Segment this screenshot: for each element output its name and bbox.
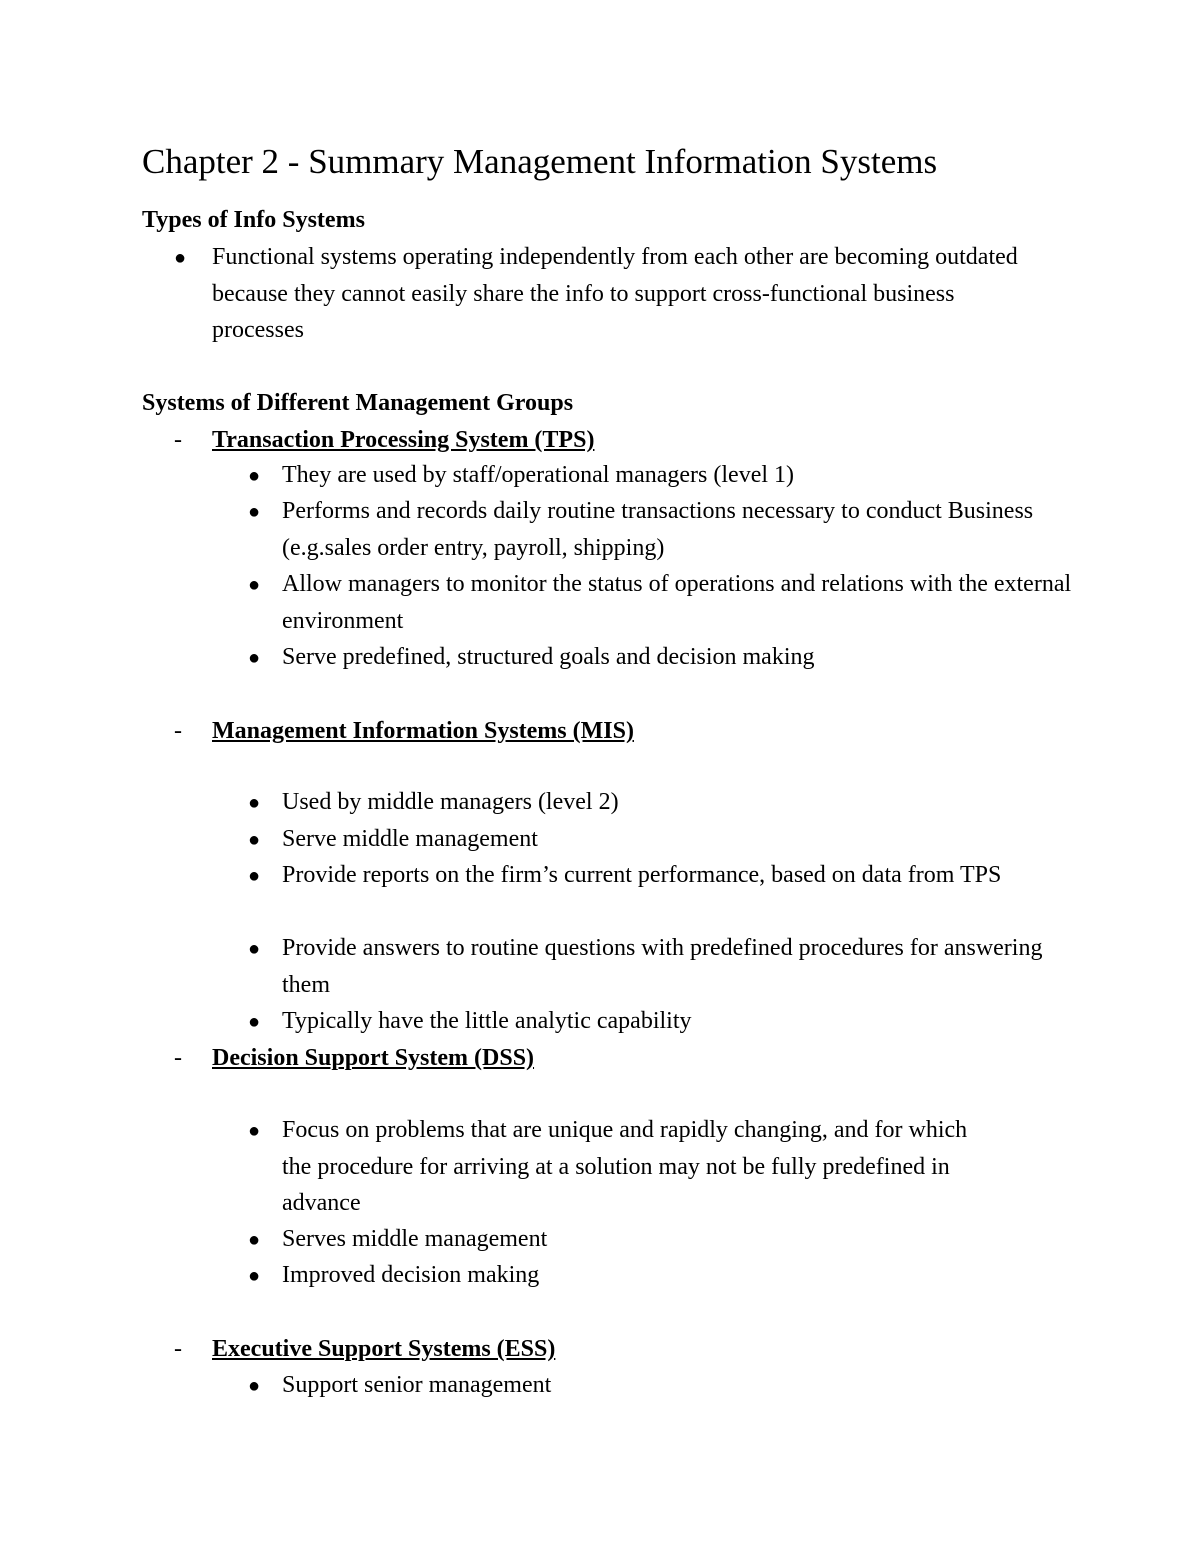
bullet-icon: ●: [248, 647, 261, 669]
list-item: They are used by staff/operational managers (level 1): [282, 462, 795, 488]
list-item: Provide reports on the firm’s current performance, based on data from TPS: [282, 862, 1002, 888]
list-item: Serve predefined, structured goals and decision making: [282, 644, 815, 670]
list-item: Typically have the little analytic capability: [282, 1008, 692, 1034]
bullet-icon: ●: [248, 865, 261, 887]
bullet-icon: ●: [248, 1011, 261, 1033]
bullet-icon: ●: [248, 1265, 261, 1287]
list-item: Performs and records daily routine transactions necessary to conduct Business (e.g.sales order entry, payroll, shipping): [282, 498, 1034, 561]
list-item: Support senior management: [282, 1372, 552, 1398]
list-item: Used by middle managers (level 2): [282, 789, 619, 815]
bullet-icon: ●: [248, 501, 261, 523]
list-item: Functional systems operating independently from each other are becoming outdated because they cannot easily share the info to support cross-functional business processes: [212, 244, 1018, 343]
list-item: Serves middle management: [282, 1226, 548, 1252]
bullet-icon: ●: [248, 1120, 261, 1142]
bullet-icon: ●: [248, 792, 261, 814]
list-item: Allow managers to monitor the status of operations and relations with the external environment: [282, 571, 1072, 634]
list-item: Provide answers to routine questions with predefined procedures for answering them: [282, 935, 1043, 998]
bullet-icon: ●: [248, 829, 261, 851]
page-title: Chapter 2 - Summary Management Information Systems: [142, 142, 938, 181]
bullet-icon: ●: [174, 247, 187, 269]
dash-marker: -: [174, 1336, 182, 1362]
list-item: Improved decision making: [282, 1262, 540, 1288]
section-heading-management-groups: Systems of Different Management Groups: [142, 390, 574, 416]
bullet-icon: ●: [248, 938, 261, 960]
section-heading-types: Types of Info Systems: [142, 207, 365, 233]
system-heading-tps: Transaction Processing System (TPS): [212, 427, 595, 453]
dash-marker: -: [174, 1045, 182, 1071]
bullet-icon: ●: [248, 465, 261, 487]
dash-marker: -: [174, 718, 182, 744]
system-heading-ess: Executive Support Systems (ESS): [212, 1336, 556, 1362]
bullet-icon: ●: [248, 574, 261, 596]
bullet-icon: ●: [248, 1229, 261, 1251]
dash-marker: -: [174, 427, 182, 453]
list-item: Serve middle management: [282, 826, 538, 852]
system-heading-mis: Management Information Systems (MIS): [212, 718, 634, 744]
system-heading-dss: Decision Support System (DSS): [212, 1045, 535, 1071]
list-item: Focus on problems that are unique and rapidly changing, and for which the procedure for arriving at a solution may not be fully predefined in advance: [282, 1117, 968, 1216]
bullet-icon: ●: [248, 1375, 261, 1397]
